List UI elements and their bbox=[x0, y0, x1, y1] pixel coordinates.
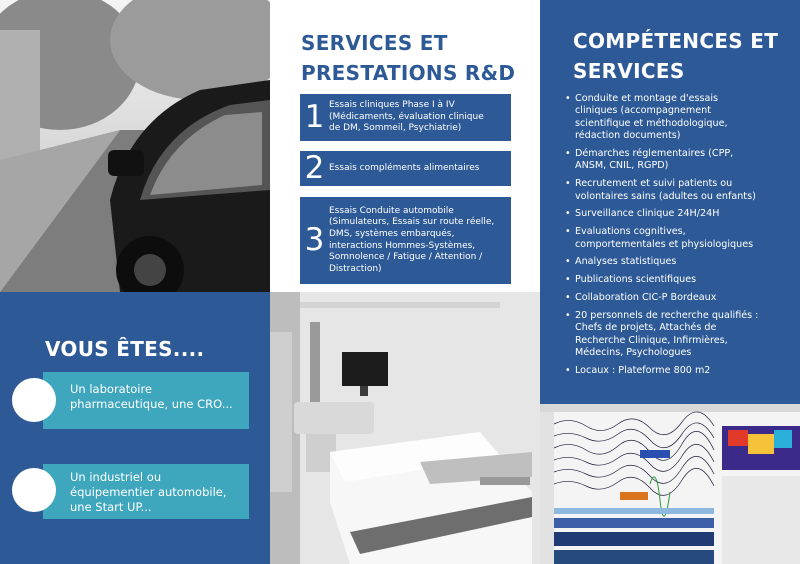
profile-circle-icon bbox=[12, 468, 56, 512]
list-item: • Surveillance clinique 24H/24H bbox=[565, 208, 797, 220]
service-number: 2 bbox=[304, 150, 325, 186]
services-title: SERVICES ET PRESTATIONS R&D bbox=[301, 31, 516, 85]
service-number: 3 bbox=[304, 222, 325, 258]
service-item-clinical-trials bbox=[300, 94, 511, 141]
services-panel bbox=[270, 0, 540, 292]
competences-list bbox=[565, 93, 797, 383]
list-item: • Démarches réglementaires (CPP, ANSM, CNIL, RGPD) bbox=[565, 148, 797, 173]
competences-panel bbox=[540, 0, 800, 404]
profile-circle-icon bbox=[12, 378, 56, 422]
list-item: • 20 personnels de recherche qualifiés : Chefs de projets, Attachés de Recherche Clinique, Infirmières, Médecins, Psychologues bbox=[565, 310, 797, 360]
list-item: • Collaboration CIC-P Bordeaux bbox=[565, 292, 797, 304]
list-item: • Evaluations cognitives, comportementales et physiologiques bbox=[565, 226, 797, 251]
service-text: Essais cliniques Phase I à IV (Médicaments, évaluation clinique de DM, Sommeil, Psychiatrie) bbox=[329, 100, 484, 134]
list-item: • Recrutement et suivi patients ou volontaires sains (adultes ou enfants) bbox=[565, 178, 797, 203]
vous-etes-title: VOUS ÊTES.... bbox=[45, 337, 205, 361]
service-item-driving-trials bbox=[300, 197, 511, 284]
service-number: 1 bbox=[304, 99, 325, 135]
list-item: • Analyses statistiques bbox=[565, 256, 797, 268]
service-text: Essais compléments alimentaires bbox=[329, 162, 480, 173]
list-item: • Publications scientifiques bbox=[565, 274, 797, 286]
eeg-recording-screenshot bbox=[540, 404, 800, 564]
vous-etes-panel bbox=[0, 292, 270, 564]
profile-box-automotive: Un industriel ou équipementier automobile, une Start UP... bbox=[43, 464, 249, 519]
list-item: • Locaux : Plateforme 800 m2 bbox=[565, 365, 797, 377]
car-interior-photo bbox=[0, 0, 270, 292]
profile-box-pharma: Un laboratoire pharmaceutique, une CRO... bbox=[43, 372, 249, 429]
service-item-supplements bbox=[300, 151, 511, 186]
service-text: Essais Conduite automobile (Simulateurs, Essais sur route réelle, DMS, systèmes embarqués, interactions Hommes-Systèmes, Somnolence / Fatigue / Attention / Distraction) bbox=[329, 205, 495, 274]
hospital-room-photo bbox=[270, 292, 540, 564]
competences-title: COMPÉTENCES ET SERVICES bbox=[573, 29, 779, 83]
list-item: • Conduite et montage d'essais cliniques (accompagnement scientifique et méthodologique, rédaction documents) bbox=[565, 93, 797, 143]
